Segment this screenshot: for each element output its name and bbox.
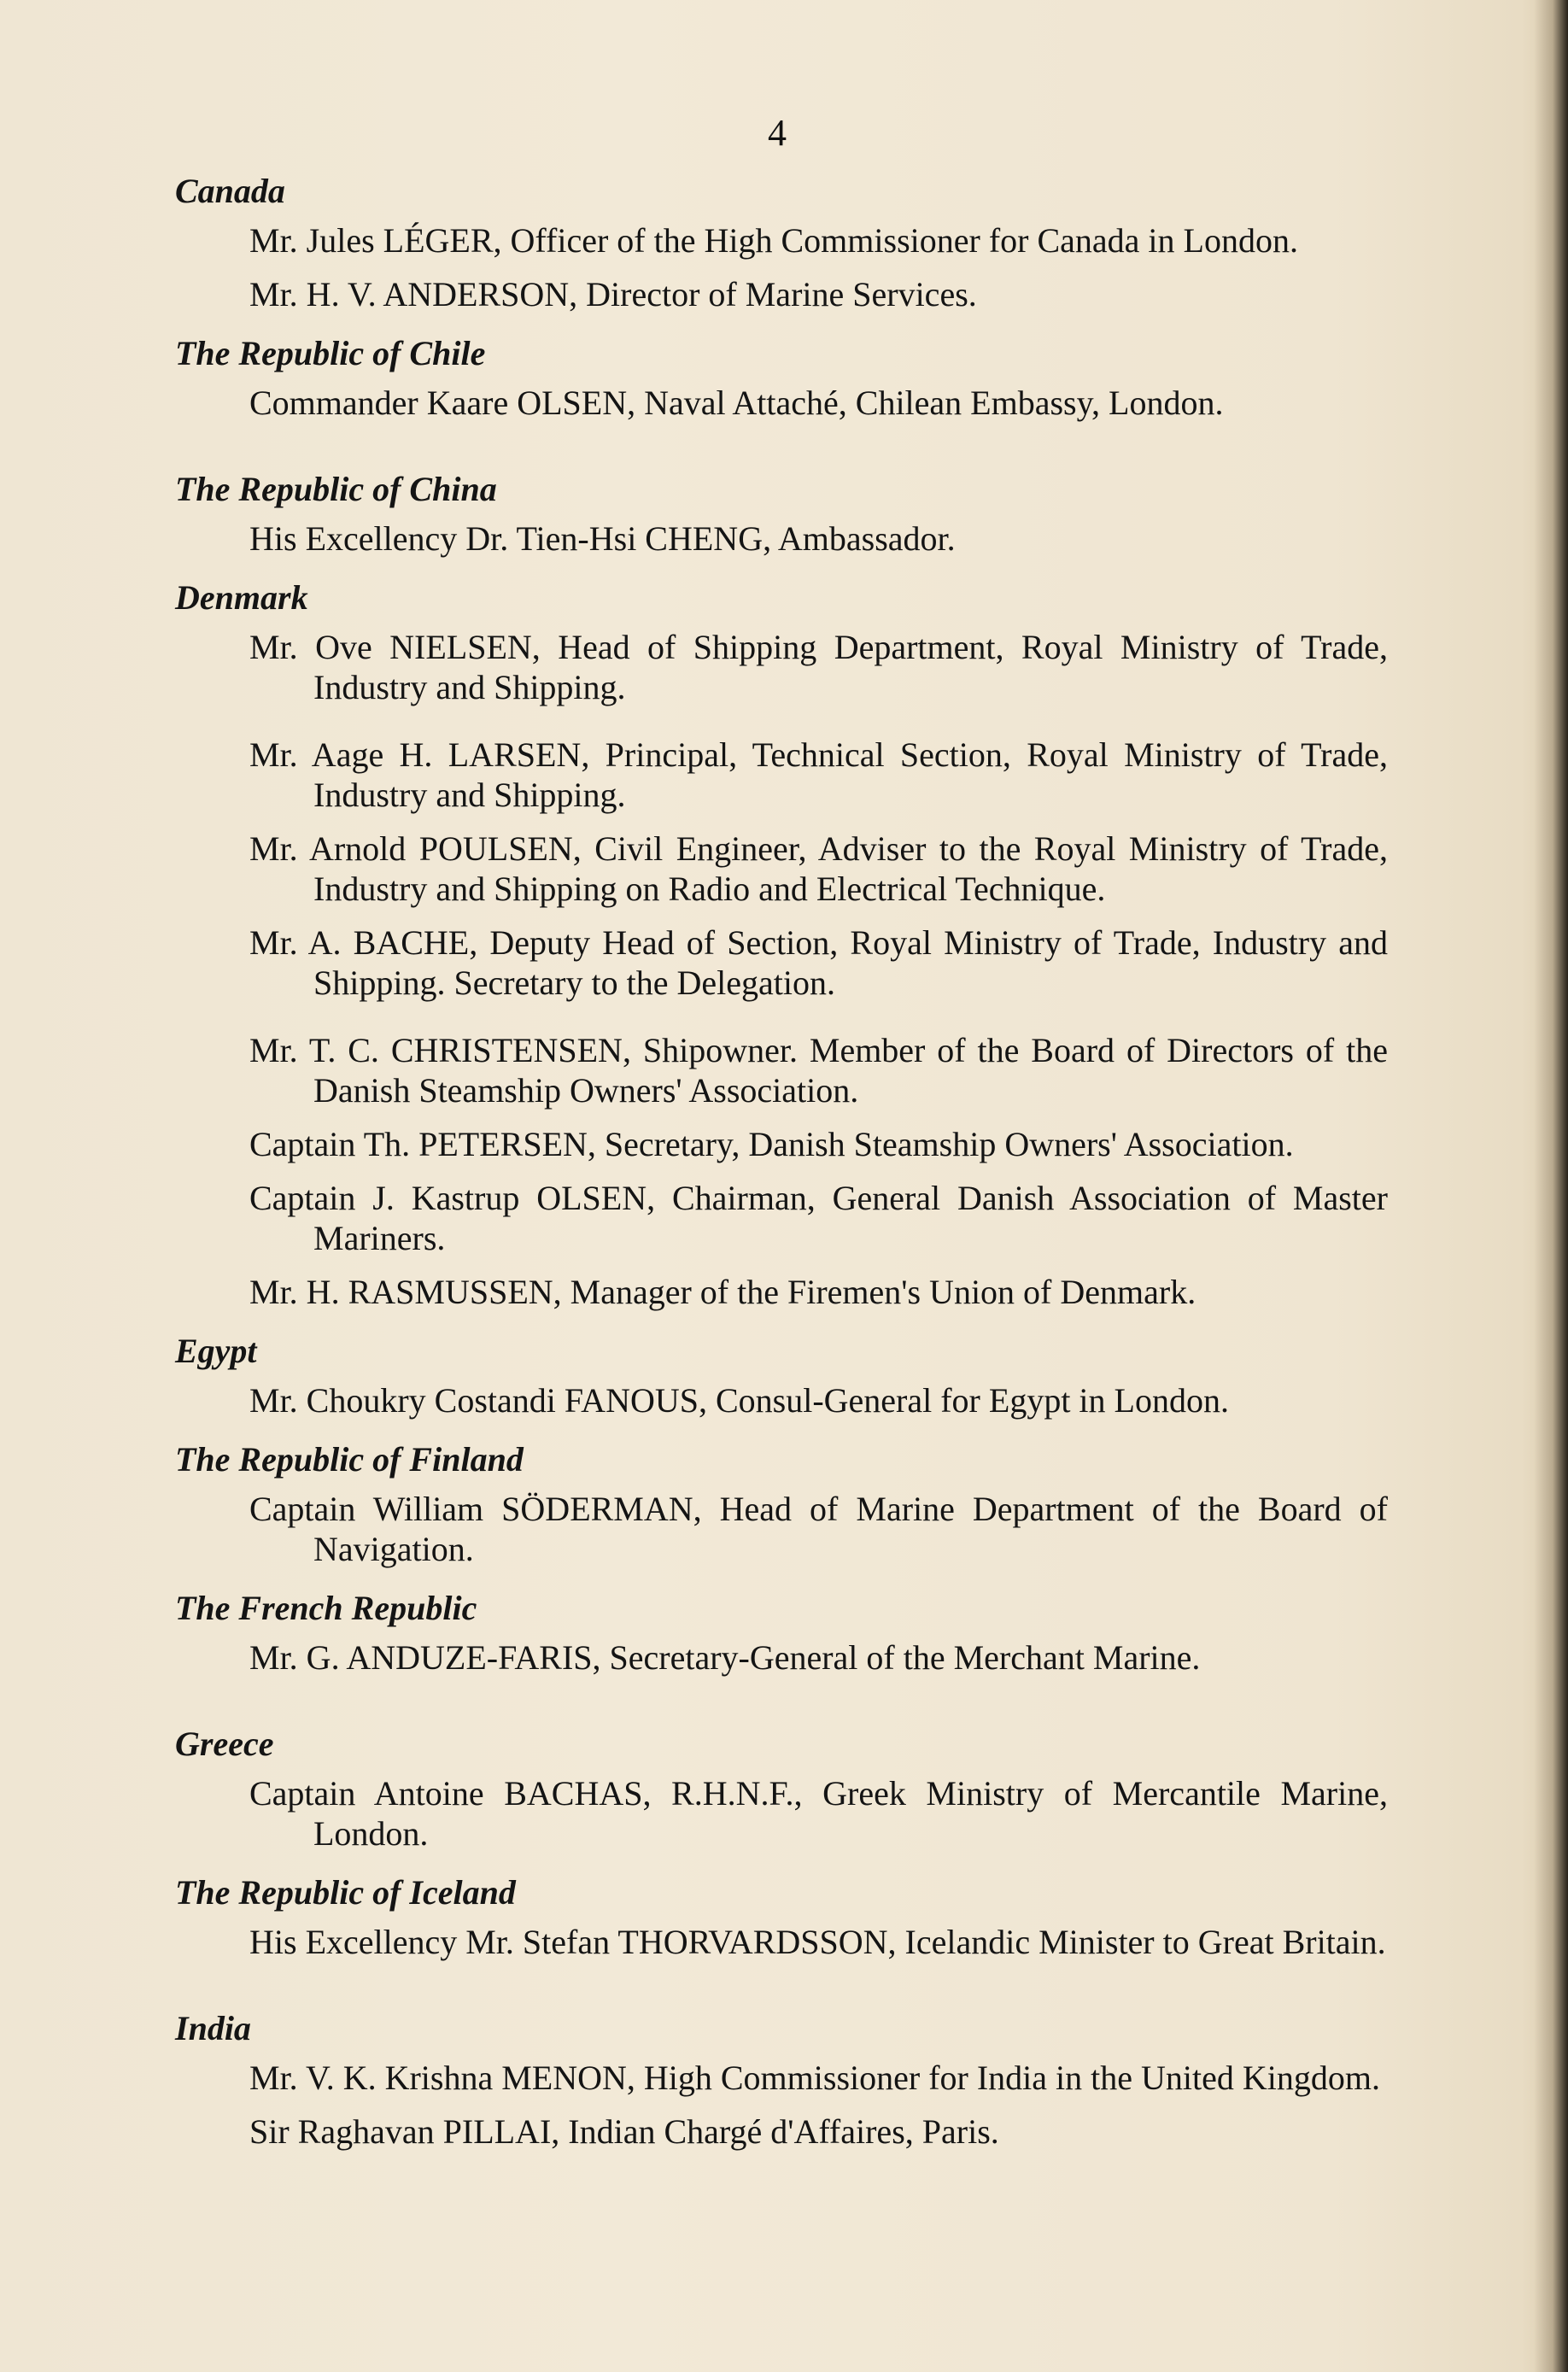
country-heading: The Republic of Chile (175, 334, 486, 372)
delegate-entry: Captain Antoine BACHAS, R.H.N.F., Greek Ministry of Mercantile Marine, London. (249, 1774, 1388, 1853)
country-heading: The Republic of Finland (175, 1440, 524, 1479)
delegate-entry: His Excellency Mr. Stefan THORVARDSSON, Icelandic Minister to Great Britain. (249, 1923, 1386, 1961)
delegate-entry: Captain Th. PETERSEN, Secretary, Danish Steamship Owners' Association. (249, 1125, 1294, 1163)
delegate-entry: Commander Kaare OLSEN, Naval Attaché, Chilean Embassy, London. (249, 384, 1224, 422)
delegate-entry: Mr. Choukry Costandi FANOUS, Consul-General for Egypt in London. (249, 1381, 1229, 1420)
delegate-entry: Mr. Jules LÉGER, Officer of the High Commissioner for Canada in London. (249, 221, 1298, 260)
country-heading: India (175, 2009, 251, 2047)
delegate-entry: Mr. Arnold POULSEN, Civil Engineer, Adviser to the Royal Ministry of Trade, Industry and Shipping on Radio and Electrical Technique. (249, 829, 1388, 908)
delegate-entry: Mr. T. C. CHRISTENSEN, Shipowner. Member of the Board of Directors of the Danish Steamship Owners' Association. (249, 1031, 1388, 1110)
book-gutter-shadow (1534, 0, 1568, 2372)
delegate-entry: Mr. V. K. Krishna MENON, High Commissioner for India in the United Kingdom. (249, 2059, 1381, 2097)
country-heading: The Republic of Iceland (175, 1873, 516, 1912)
delegation-list (175, 171, 1388, 2165)
delegate-entry: Sir Raghavan PILLAI, Indian Chargé d'Affaires, Paris. (249, 2112, 999, 2151)
country-heading: The French Republic (175, 1589, 477, 1627)
delegate-entry: Mr. A. BACHE, Deputy Head of Section, Royal Ministry of Trade, Industry and Shipping. Secretary to the Delegation. (249, 923, 1388, 1002)
delegate-entry: Mr. H. RASMUSSEN, Manager of the Firemen's Union of Denmark. (249, 1273, 1196, 1311)
delegate-entry: His Excellency Dr. Tien-Hsi CHENG, Ambassador. (249, 519, 956, 558)
country-heading: Canada (175, 172, 285, 210)
delegate-entry: Mr. Aage H. LARSEN, Principal, Technical Section, Royal Ministry of Trade, Industry and Shipping. (249, 735, 1388, 814)
page-number: 4 (768, 112, 787, 154)
delegate-entry: Mr. Ove NIELSEN, Head of Shipping Department, Royal Ministry of Trade, Industry and Shipping. (249, 628, 1388, 706)
delegate-entry: Mr. G. ANDUZE-FARIS, Secretary-General of the Merchant Marine. (249, 1638, 1201, 1677)
country-heading: Greece (175, 1725, 274, 1763)
delegate-entry: Captain William SÖDERMAN, Head of Marine Department of the Board of Navigation. (249, 1490, 1388, 1568)
delegate-entry: Mr. H. V. ANDERSON, Director of Marine Services. (249, 275, 977, 313)
country-heading: Denmark (175, 578, 308, 617)
country-heading: The Republic of China (175, 470, 497, 508)
country-heading: Egypt (175, 1332, 257, 1370)
delegate-entry: Captain J. Kastrup OLSEN, Chairman, General Danish Association of Master Mariners. (249, 1179, 1388, 1257)
